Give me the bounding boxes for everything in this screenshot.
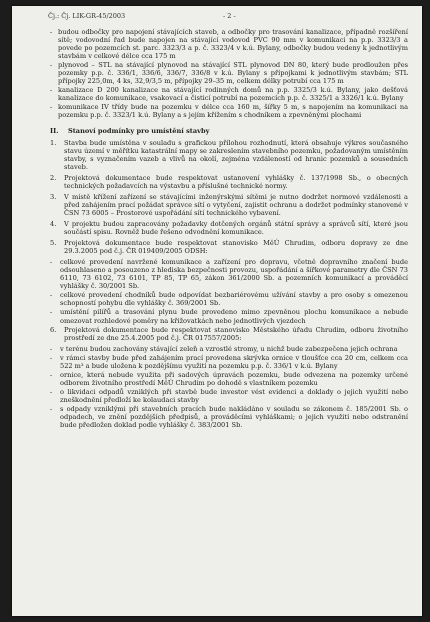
sub-item: - s odpady vzniklými při stavebních pracích bude nakládáno v souladu se zákonem č. 185/2001 Sb. o odpadech, ve znění pozdějších předpisů, a prováděcími vyhláškami; o jejich využití nebo odstranění bude předložen doklad podle vyhlášky č. 383/2001 Sb. bbox=[50, 405, 408, 429]
sub-item: - celkové provedení navržené komunikace a zařízení pro dopravu, včetně dopravního značení bude odsouhlaseno a posouzeno z hlediska bezpečnosti provozu, uspořádání a šířkové parametry dle ČSN 73 6110, 73 6102, 73 6101, TP 85, TP 65, zákon 361/2000 Sb. a pozemních komunikací a prováděcí vyhlášky č. 30/2001 Sb. bbox=[50, 258, 408, 290]
condition-text: Projektová dokumentace bude respektovat ustanovení vyhlášky č. 137/1998 Sb., o obecných technických požadavcích na výstavbu a příslušné technické normy. bbox=[64, 173, 408, 190]
page-number: - 2 - bbox=[223, 12, 236, 20]
reference-number: Čj.: Čj. LIK-GR-45/2003 bbox=[48, 12, 126, 20]
condition-item: 3. V místě křížení zařízení se stávajícími inženýrskými sítěmi je nutno dodržet normové vzdálenosti a před zahájením prací požádat správce sítí o vytyčení, zajistit ochranu a dodržet podmínky stanovené v ČSN 73 6005 – Prostorové uspořádání sítí technického vybavení. bbox=[50, 192, 408, 217]
condition-item: 2. Projektová dokumentace bude respektovat ustanovení vyhlášky č. 137/1998 Sb., o obecných technických požadavcích na výstavbu a příslušné technické normy. bbox=[50, 173, 408, 190]
condition-item: 1. Stavba bude umístěna v souladu s grafickou přílohou rozhodnutí, která obsahuje výkres současného stavu území v měřítku katastrální mapy se zakreslením stavebního pozemku, požadovaným umístěním stavby, s vyznačením vazeb a vlivů na okolí, zejména vzdáleností od hranic pozemků a sousedních staveb. bbox=[50, 138, 408, 171]
condition-text: V projektu budou zapracovány požadavky dotčených orgánů státní správy a správců sítí, které jsou součástí spisu. Rovněž bude řešeno odvodnění komunikace. bbox=[64, 219, 408, 237]
section-title: Stanoví podmínky pro umístění stavby bbox=[68, 126, 210, 135]
sub-item: - o likvidaci odpadů vzniklých při stavbě bude investor vést evidenci a doklady o jejich využití nebo zneškodnění předloží ke kolaudaci stavby bbox=[50, 388, 408, 404]
condition-item: 6. Projektová dokumentace bude respektovat stanovisko Městského úřadu Chrudim, odboru životního prostředí ze dne 25.4.2005 pod č.j. ČR 017557/2005: bbox=[50, 325, 408, 342]
section-number: II. bbox=[50, 126, 59, 135]
intro-bullet: - komunikace IV třídy bude na pozemku v délce cca 160 m, šířky 5 m, s napojením na komunikaci na pozemku p.p. č. 3323/1 k.ú. Bylany a s jejím křížením s chodníkem a zpevněnými plochami bbox=[50, 103, 408, 119]
condition-text: Projektová dokumentace bude respektovat stanovisko MěÚ Chrudim, odboru dopravy ze dne 29.3.2005 pod č.j. ČR 019409/2005 ODSH: bbox=[64, 239, 408, 256]
intro-bullet: - kanalizace D 200 kanalizace na stávající rodinných domů na p.p. 3325/3 k.ú. Bylany, jako dešťová kanalizace do komunikace, vsakovací a čisticí potrubí na pozemcích p.p. č. 3325/1 a 3326/1 k.ú. Bylany bbox=[50, 86, 408, 102]
condition-text: Stavba bude umístěna v souladu s grafickou přílohou rozhodnutí, která obsahuje výkres současného stavu území v měřítku katastrální mapy se zakreslením stavebního pozemku, požadovaným umístěním stavby, s vyznačením vazeb a vlivů na okolí, zejména vzdáleností od hranic pozemků a sousedních staveb. bbox=[64, 138, 408, 171]
sub-item: - v terénu budou zachovány stávající zeleň a vzrostlé stromy, u nichž bude zabezpečena jejich ochrana bbox=[50, 345, 408, 353]
document-page bbox=[12, 6, 422, 616]
condition-text: Projektová dokumentace bude respektovat stanovisko Městského úřadu Chrudim, odboru životního prostředí ze dne 25.4.2005 pod č.j. ČR 017557/2005: bbox=[64, 325, 408, 342]
condition-text: V místě křížení zařízení se stávajícími inženýrskými sítěmi je nutno dodržet normové vzdálenosti a před zahájením prací požádat správce sítí o vytyčení, zajistit ochranu a dodržet podmínky stanovené v ČSN 73 6005 – Prostorové uspořádání sítí technického vybavení. bbox=[64, 192, 408, 217]
intro-bullet: - budou odbočky pro napojení stávajících staveb, a odbočky pro trasování kanalizace, případně rozšíření sítě; vodovodní řad bude napojen na stávající vodovod PVC 90 mm v komunikaci na p.p. 3323/3 a povede po pozemcích st. parc. 3323/3 a p. č. 3323/4 v k.ú. Bylany, odbočky budou vedeny k jednotlivým stavbám v celkové délce cca 175 m bbox=[50, 28, 408, 60]
sub-item: - v rámci stavby bude před zahájením prací provedena skrývka ornice v tloušťce cca 20 cm, celkem cca 522 m³ a bude uložena k pozdějšímu využití na pozemku p.p. č. 336/1 v k.ú. Bylany bbox=[50, 354, 408, 370]
sub-item: - celkové provedení chodníků bude odpovídat bezbariérovému užívání stavby a pro osoby s omezenou schopností pohybu dle vyhlášky č. 369/2001 Sb. bbox=[50, 291, 408, 307]
condition-item: 5. Projektová dokumentace bude respektovat stanovisko MěÚ Chrudim, odboru dopravy ze dne 29.3.2005 pod č.j. ČR 019409/2005 ODSH: bbox=[50, 239, 408, 256]
section-heading bbox=[50, 127, 408, 135]
sub-item: - umístění pilířů a trasování plynu bude provedeno mimo zpevněnou plochu komunikace a nebude omezovat rozhledové poměry na křižovatkách nebo jednotlivých vjezdech bbox=[50, 308, 408, 324]
sub-item: - ornice, která nebude využita při sadových úpravách pozemku, bude odvezena na pozemky určené odborem životního prostředí MěÚ Chrudim po dohodě s vlastníkem pozemku bbox=[50, 371, 408, 387]
condition-item: 4. V projektu budou zapracovány požadavky dotčených orgánů státní správy a správců sítí, které jsou součástí spisu. Rovněž bude řešeno odvodnění komunikace. bbox=[50, 219, 408, 237]
document-body bbox=[50, 28, 408, 430]
intro-bullet: - plynovod – STL na stávající plynovod na stávající STL plynovod DN 80, který bude prodloužen přes pozemky p.p. č. 336/1, 336/6, 336/7, 336/8 v k.ú. Bylany s přípojkami k jednotlivým stavbám; STL přípojky 225,0m, 4 ks, 32,9/3,5 m, přípojky 29–35 m, celkem délky potrubí cca 175 m bbox=[50, 61, 408, 85]
page-header bbox=[48, 12, 414, 26]
